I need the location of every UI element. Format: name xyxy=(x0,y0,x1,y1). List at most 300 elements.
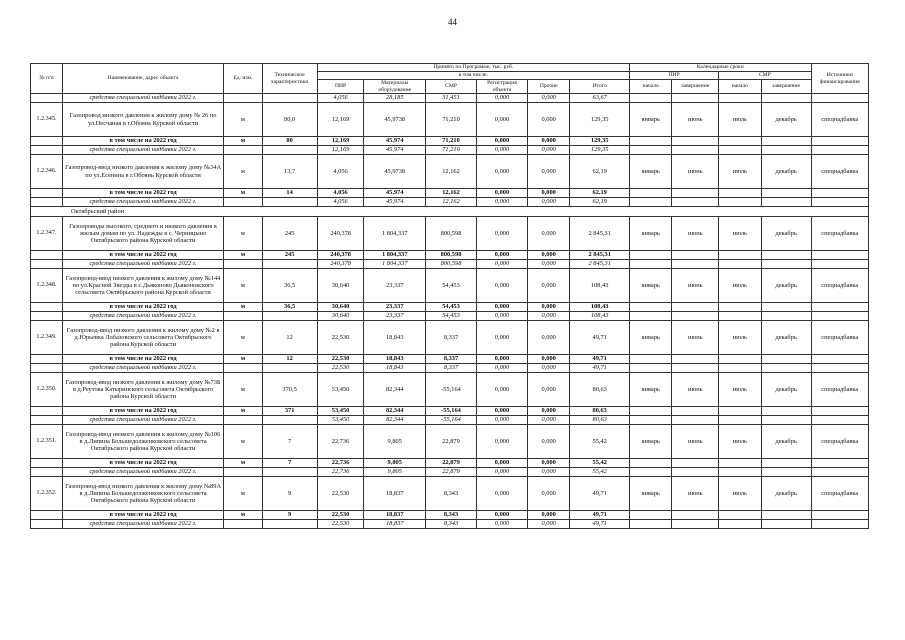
row-registration: 0,000 xyxy=(477,312,528,321)
row-pir-start xyxy=(629,312,671,321)
row-source: спецнадбавка xyxy=(811,155,868,189)
row-code: 1.2.351. xyxy=(31,425,63,459)
row-pir: 22,530 xyxy=(317,477,364,511)
row-total: 62,19 xyxy=(570,198,630,207)
row-name: в том числе на 2022 год xyxy=(62,511,223,520)
row-tech: 371 xyxy=(262,407,317,416)
row-pir: 30,640 xyxy=(317,303,364,312)
row-source xyxy=(811,407,868,416)
row-unit: м xyxy=(224,217,262,251)
row-smr-start xyxy=(719,511,761,520)
row-other: 0,000 xyxy=(527,146,569,155)
row-other: 0,000 xyxy=(527,94,569,103)
row-registration: 0,000 xyxy=(477,511,528,520)
header-pir: ПИР xyxy=(317,80,364,94)
row-registration: 0,000 xyxy=(477,103,528,137)
row-registration: 0,000 xyxy=(477,321,528,355)
row-tech xyxy=(262,468,317,477)
row-tech xyxy=(262,312,317,321)
row-smr-start: июль xyxy=(719,155,761,189)
row-pir-start: январь xyxy=(629,477,671,511)
row-tech: 245 xyxy=(262,217,317,251)
row-unit: м xyxy=(224,321,262,355)
row-source: спецнадбавка xyxy=(811,477,868,511)
row-registration: 0,000 xyxy=(477,468,528,477)
row-pir-start: январь xyxy=(629,155,671,189)
row-source: спецнадбавка xyxy=(811,217,868,251)
row-name: Газопровод-ввод низкого давления к жилому дому №144 по ул.Красной Звезды в с.Дьяконово Дьяконовского сельсовета Октябрьского района Курской области xyxy=(62,269,223,303)
special-funds-row xyxy=(31,260,869,269)
row-smr: 31,451 xyxy=(426,94,477,103)
row-pir: 22,530 xyxy=(317,355,364,364)
row-other: 0,000 xyxy=(527,373,569,407)
row-code xyxy=(31,416,63,425)
row-smr: 22,879 xyxy=(426,459,477,468)
row-total: 49,71 xyxy=(570,477,630,511)
header-tech: Техническое характеристики xyxy=(262,64,317,94)
row-registration: 0,000 xyxy=(477,477,528,511)
row-tech: 36,5 xyxy=(262,269,317,303)
subtotal-row xyxy=(31,137,869,146)
row-smr-start xyxy=(719,416,761,425)
row-smr: 8,337 xyxy=(426,321,477,355)
row-registration: 0,000 xyxy=(477,373,528,407)
row-smr: 8,337 xyxy=(426,355,477,364)
special-funds-row xyxy=(31,520,869,529)
row-tech: 14 xyxy=(262,189,317,198)
row-pir: 240,378 xyxy=(317,260,364,269)
row-code xyxy=(31,251,63,260)
row-code xyxy=(31,137,63,146)
row-smr: 8,337 xyxy=(426,364,477,373)
row-registration: 0,000 xyxy=(477,520,528,529)
header-calendar: Календарные сроки xyxy=(629,64,811,72)
row-smr-end xyxy=(761,260,811,269)
subtotal-row xyxy=(31,251,869,260)
row-materials: 18,837 xyxy=(364,520,426,529)
special-funds-row xyxy=(31,416,869,425)
row-materials: 18,837 xyxy=(364,477,426,511)
header-other: Прочие xyxy=(527,80,569,94)
row-pir-start: январь xyxy=(629,103,671,137)
object-row xyxy=(31,269,869,303)
row-pir: 22,736 xyxy=(317,425,364,459)
row-smr: -55,164 xyxy=(426,407,477,416)
special-funds-row xyxy=(31,364,869,373)
row-smr: 800,598 xyxy=(426,260,477,269)
row-name: Газопроводы высокого, среднего и низкого давления к жилым домам по ул. Надежды в с. Черницыно Октябрьского района Курской области xyxy=(62,217,223,251)
row-total: 49,71 xyxy=(570,364,630,373)
row-pir-end: июнь xyxy=(672,217,719,251)
row-total: 80,63 xyxy=(570,416,630,425)
row-materials: 45,9738 xyxy=(364,103,426,137)
row-total: 108,43 xyxy=(570,312,630,321)
row-smr-end xyxy=(761,407,811,416)
row-name: в том числе на 2022 год xyxy=(62,303,223,312)
row-name: в том числе на 2022 год xyxy=(62,355,223,364)
row-pir: 240,378 xyxy=(317,217,364,251)
row-tech: 12 xyxy=(262,321,317,355)
row-unit: м xyxy=(224,103,262,137)
row-pir-end xyxy=(672,520,719,529)
row-other: 0,000 xyxy=(527,459,569,468)
row-source xyxy=(811,260,868,269)
subtotal-row xyxy=(31,189,869,198)
row-registration: 0,000 xyxy=(477,416,528,425)
row-pir: 12,169 xyxy=(317,103,364,137)
row-code: 1.2.346. xyxy=(31,155,63,189)
row-smr: -55,164 xyxy=(426,416,477,425)
row-code: 1.2.345. xyxy=(31,103,63,137)
row-smr-start xyxy=(719,251,761,260)
row-pir: 30,640 xyxy=(317,269,364,303)
row-materials: 18,843 xyxy=(364,364,426,373)
row-smr-start xyxy=(719,355,761,364)
row-materials: 1 804,337 xyxy=(364,217,426,251)
row-registration: 0,000 xyxy=(477,189,528,198)
row-smr-end: декабрь xyxy=(761,373,811,407)
row-unit xyxy=(224,468,262,477)
row-smr-end xyxy=(761,520,811,529)
row-other: 0,000 xyxy=(527,312,569,321)
row-materials: 45,974 xyxy=(364,189,426,198)
row-name: в том числе на 2022 год xyxy=(62,459,223,468)
row-unit: м xyxy=(224,373,262,407)
row-materials: 28,185 xyxy=(364,94,426,103)
row-total: 108,43 xyxy=(570,269,630,303)
row-pir-start: январь xyxy=(629,269,671,303)
subtotal-row xyxy=(31,459,869,468)
row-pir-start xyxy=(629,137,671,146)
row-total: 108,43 xyxy=(570,303,630,312)
row-smr-end: декабрь xyxy=(761,269,811,303)
header-in-total: в том числе: xyxy=(317,72,629,80)
row-smr-start xyxy=(719,260,761,269)
subtotal-row xyxy=(31,303,869,312)
row-unit: м xyxy=(224,137,262,146)
row-source xyxy=(811,303,868,312)
row-smr: 54,453 xyxy=(426,269,477,303)
header-num: № п/п xyxy=(31,64,63,94)
row-pir-start xyxy=(629,416,671,425)
row-unit: м xyxy=(224,155,262,189)
row-code xyxy=(31,260,63,269)
row-total: 80,63 xyxy=(570,407,630,416)
row-total: 63,67 xyxy=(570,94,630,103)
row-other: 0,000 xyxy=(527,477,569,511)
row-name: в том числе на 2022 год xyxy=(62,189,223,198)
row-code xyxy=(31,198,63,207)
row-total: 49,71 xyxy=(570,520,630,529)
table-body xyxy=(31,94,869,529)
row-name: средства специальной надбавки 2022 г. xyxy=(62,416,223,425)
row-smr: 12,162 xyxy=(426,155,477,189)
row-smr-start xyxy=(719,94,761,103)
row-pir: 12,169 xyxy=(317,146,364,155)
row-name: средства специальной надбавки 2022 г. xyxy=(62,94,223,103)
row-pir-end: июнь xyxy=(672,269,719,303)
row-code xyxy=(31,459,63,468)
district-row xyxy=(31,207,869,217)
row-smr-end xyxy=(761,137,811,146)
row-pir-end: июнь xyxy=(672,373,719,407)
row-materials: 18,843 xyxy=(364,355,426,364)
object-row xyxy=(31,217,869,251)
row-materials: 23,337 xyxy=(364,303,426,312)
row-source xyxy=(811,94,868,103)
row-tech xyxy=(262,260,317,269)
row-pir: 4,056 xyxy=(317,155,364,189)
row-smr: 800,598 xyxy=(426,251,477,260)
row-smr-end xyxy=(761,146,811,155)
row-unit: м xyxy=(224,355,262,364)
row-materials: 45,974 xyxy=(364,198,426,207)
row-materials: 82,344 xyxy=(364,373,426,407)
row-pir-end xyxy=(672,251,719,260)
row-pir-end xyxy=(672,303,719,312)
row-source xyxy=(811,511,868,520)
row-materials: 45,974 xyxy=(364,146,426,155)
row-smr-start xyxy=(719,146,761,155)
row-smr: 71,210 xyxy=(426,146,477,155)
row-unit xyxy=(224,364,262,373)
row-total: 55,42 xyxy=(570,459,630,468)
row-code xyxy=(31,189,63,198)
row-source: спецнадбавка xyxy=(811,269,868,303)
row-smr-end xyxy=(761,94,811,103)
row-pir-start xyxy=(629,94,671,103)
row-materials: 9,805 xyxy=(364,425,426,459)
row-smr-end: декабрь xyxy=(761,425,811,459)
row-pir-end: июнь xyxy=(672,321,719,355)
row-other: 0,000 xyxy=(527,425,569,459)
row-smr-start: июль xyxy=(719,321,761,355)
row-materials: 18,837 xyxy=(364,511,426,520)
row-tech: 370,5 xyxy=(262,373,317,407)
row-unit: м xyxy=(224,303,262,312)
row-other: 0,000 xyxy=(527,520,569,529)
row-smr-end: декабрь xyxy=(761,103,811,137)
row-name: средства специальной надбавки 2022 г. xyxy=(62,146,223,155)
row-pir-start xyxy=(629,511,671,520)
row-smr-end xyxy=(761,198,811,207)
row-pir: 4,056 xyxy=(317,94,364,103)
row-source: спецнадбавка xyxy=(811,373,868,407)
row-source xyxy=(811,146,868,155)
row-tech: 80 xyxy=(262,137,317,146)
row-name: Газопровод-ввод низкого давления к жилому дому №106 в д.Липина Большедолженковского сельсовета Октябрьского района Курской области xyxy=(62,425,223,459)
row-name: средства специальной надбавки 2022 г. xyxy=(62,198,223,207)
row-pir-start xyxy=(629,189,671,198)
row-code xyxy=(31,94,63,103)
row-smr: 71,210 xyxy=(426,103,477,137)
row-name: Газопровод-ввод низкого давления к жилому дому №89А в д.Липина Большедолженковского сельсовета Октябрьского района Курской области xyxy=(62,477,223,511)
row-total: 2 845,31 xyxy=(570,251,630,260)
row-materials: 82,344 xyxy=(364,407,426,416)
row-other: 0,000 xyxy=(527,321,569,355)
row-materials: 9,805 xyxy=(364,468,426,477)
row-unit: м xyxy=(224,425,262,459)
table-header xyxy=(31,64,869,94)
row-registration: 0,000 xyxy=(477,146,528,155)
row-smr-start xyxy=(719,364,761,373)
row-total: 129,35 xyxy=(570,103,630,137)
row-registration: 0,000 xyxy=(477,155,528,189)
subtotal-row xyxy=(31,355,869,364)
row-total: 2 845,31 xyxy=(570,217,630,251)
row-unit: м xyxy=(224,459,262,468)
row-smr: 71,210 xyxy=(426,137,477,146)
row-smr-start xyxy=(719,520,761,529)
row-smr: 800,598 xyxy=(426,217,477,251)
row-source xyxy=(811,189,868,198)
row-pir-end xyxy=(672,511,719,520)
row-pir: 30,640 xyxy=(317,312,364,321)
row-smr-start: июль xyxy=(719,103,761,137)
row-smr: 12,162 xyxy=(426,189,477,198)
row-code: 1.2.352. xyxy=(31,477,63,511)
row-registration: 0,000 xyxy=(477,94,528,103)
row-source xyxy=(811,355,868,364)
row-tech xyxy=(262,198,317,207)
row-total: 55,42 xyxy=(570,468,630,477)
row-pir-start: январь xyxy=(629,321,671,355)
row-pir-start xyxy=(629,198,671,207)
row-tech: 13,7 xyxy=(262,155,317,189)
row-materials: 9,805 xyxy=(364,459,426,468)
row-name: Газопровод низкого давления к жилому дому № 26 по ул.Песчаная в г.Обоянь Курской области xyxy=(62,103,223,137)
row-name: в том числе на 2022 год xyxy=(62,251,223,260)
row-other: 0,000 xyxy=(527,407,569,416)
row-materials: 18,843 xyxy=(364,321,426,355)
row-pir: 53,450 xyxy=(317,373,364,407)
row-pir-end xyxy=(672,198,719,207)
subtotal-row xyxy=(31,407,869,416)
row-smr: 22,879 xyxy=(426,425,477,459)
row-pir-start xyxy=(629,355,671,364)
row-other: 0,000 xyxy=(527,511,569,520)
row-name: средства специальной надбавки 2022 г. xyxy=(62,520,223,529)
row-pir-end xyxy=(672,94,719,103)
row-source xyxy=(811,468,868,477)
row-registration: 0,000 xyxy=(477,269,528,303)
row-smr-end xyxy=(761,303,811,312)
row-smr-end: декабрь xyxy=(761,321,811,355)
row-registration: 0,000 xyxy=(477,355,528,364)
object-row xyxy=(31,321,869,355)
row-registration: 0,000 xyxy=(477,217,528,251)
row-other: 0,000 xyxy=(527,355,569,364)
row-smr-end xyxy=(761,355,811,364)
row-name: средства специальной надбавки 2022 г. xyxy=(62,260,223,269)
row-registration: 0,000 xyxy=(477,407,528,416)
row-pir-end xyxy=(672,468,719,477)
row-pir-start xyxy=(629,303,671,312)
row-pir-end xyxy=(672,459,719,468)
row-total: 62,19 xyxy=(570,155,630,189)
row-code: 1.2.347. xyxy=(31,217,63,251)
row-tech xyxy=(262,364,317,373)
row-source xyxy=(811,416,868,425)
special-funds-row xyxy=(31,468,869,477)
row-registration: 0,000 xyxy=(477,251,528,260)
row-smr: 22,879 xyxy=(426,468,477,477)
row-smr-start xyxy=(719,198,761,207)
row-pir: 22,530 xyxy=(317,511,364,520)
row-smr: 8,343 xyxy=(426,520,477,529)
row-other: 0,000 xyxy=(527,217,569,251)
row-code xyxy=(31,511,63,520)
row-pir-start: январь xyxy=(629,373,671,407)
row-total: 2 845,31 xyxy=(570,260,630,269)
row-smr-start: июль xyxy=(719,373,761,407)
row-pir-end: июнь xyxy=(672,155,719,189)
row-pir-end xyxy=(672,407,719,416)
row-pir-end xyxy=(672,312,719,321)
header-pir-end: завершение xyxy=(672,80,719,94)
row-materials: 1 804,337 xyxy=(364,251,426,260)
row-tech: 7 xyxy=(262,425,317,459)
row-pir-end: июнь xyxy=(672,477,719,511)
row-code xyxy=(31,364,63,373)
row-smr-start xyxy=(719,459,761,468)
object-row xyxy=(31,155,869,189)
row-other: 0,000 xyxy=(527,364,569,373)
row-smr-start xyxy=(719,189,761,198)
row-unit xyxy=(224,416,262,425)
header-unit: Ед. изм. xyxy=(224,64,262,94)
row-smr-start xyxy=(719,303,761,312)
row-code: 1.2.349. xyxy=(31,321,63,355)
object-row xyxy=(31,477,869,511)
row-pir-start xyxy=(629,146,671,155)
header-smr: СМР xyxy=(426,80,477,94)
row-smr-end xyxy=(761,416,811,425)
row-total: 62,19 xyxy=(570,189,630,198)
row-registration: 0,000 xyxy=(477,425,528,459)
row-pir-end: июнь xyxy=(672,425,719,459)
row-name: Газопровод-ввод низкого давления к жилому дому №73Б в д.Реутова Катыринского сельсовета Октябрьского района Курской области xyxy=(62,373,223,407)
row-total: 49,71 xyxy=(570,355,630,364)
row-tech: 9 xyxy=(262,477,317,511)
row-smr-end xyxy=(761,511,811,520)
row-code xyxy=(31,312,63,321)
row-source xyxy=(811,520,868,529)
row-tech: 80,0 xyxy=(262,103,317,137)
row-unit xyxy=(224,146,262,155)
row-code xyxy=(31,520,63,529)
row-pir-end xyxy=(672,416,719,425)
row-smr-end xyxy=(761,459,811,468)
row-code xyxy=(31,303,63,312)
row-code xyxy=(31,468,63,477)
row-tech: 9 xyxy=(262,511,317,520)
row-registration: 0,000 xyxy=(477,303,528,312)
row-other: 0,000 xyxy=(527,137,569,146)
row-tech xyxy=(262,520,317,529)
row-smr-end xyxy=(761,468,811,477)
object-row xyxy=(31,103,869,137)
row-pir-start xyxy=(629,251,671,260)
row-tech xyxy=(262,416,317,425)
row-tech: 7 xyxy=(262,459,317,468)
row-total: 55,42 xyxy=(570,425,630,459)
page-number: 44 xyxy=(448,17,457,27)
row-smr-end xyxy=(761,189,811,198)
row-pir-start xyxy=(629,260,671,269)
row-materials: 1 804,337 xyxy=(364,260,426,269)
row-unit xyxy=(224,94,262,103)
